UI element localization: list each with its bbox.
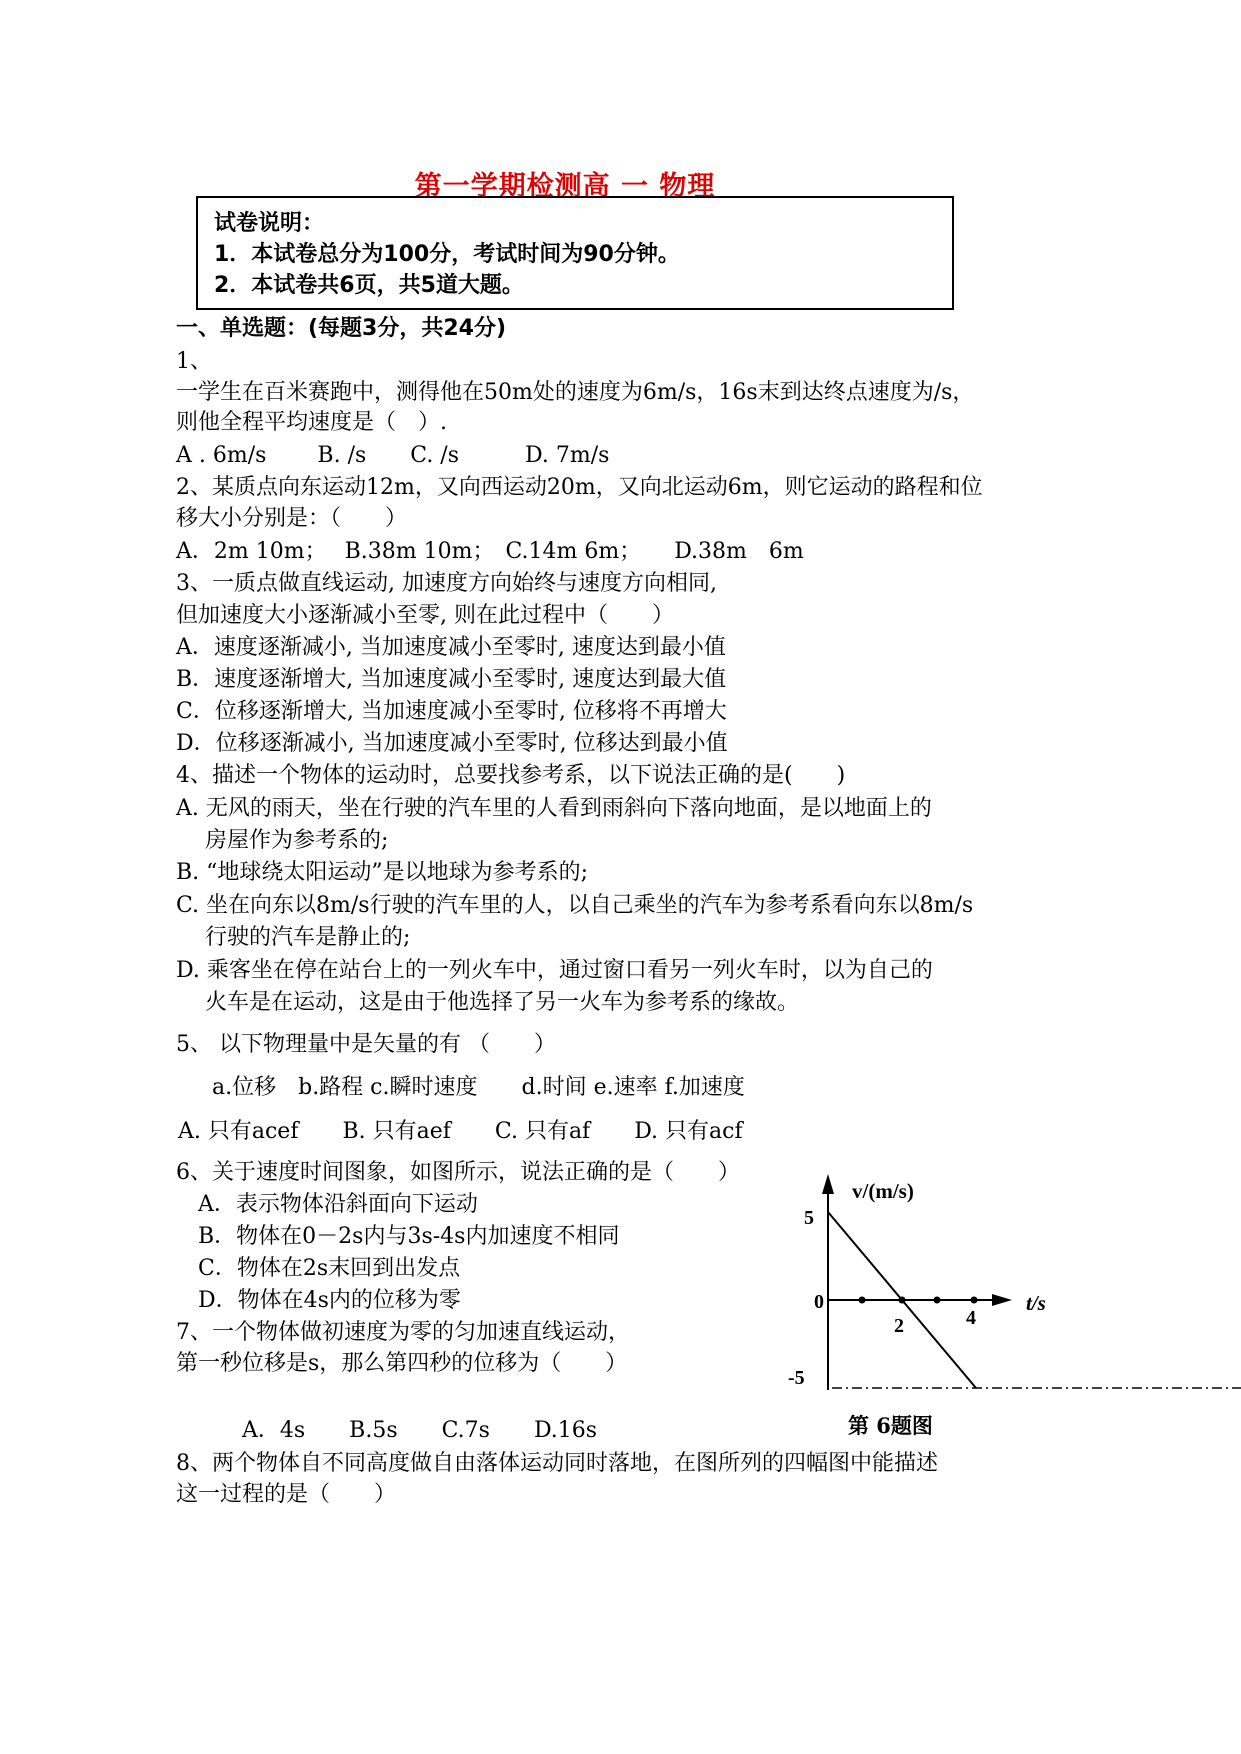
q7-text-1: 7、一个物体做初速度为零的匀加速直线运动，	[176, 1320, 630, 1345]
exam-notes-box	[196, 196, 954, 310]
q7-text-2: 第一秒位移是s，那么第四秒的位移为（ ）	[176, 1351, 628, 1376]
q6-option-b: B．物体在0－2s内与3s-4s内加速度不相同	[198, 1224, 620, 1249]
q1-options: A . 6m/s B. /s C. /s D. 7m/s	[176, 443, 610, 468]
q3-text-2: 但加速度大小逐渐减小至零, 则在此过程中（ ）	[176, 603, 674, 628]
q4-option-a-2: 房屋作为参考系的;	[176, 828, 389, 853]
notes-item-1: 1．本试卷总分为100分，考试时间为90分钟。	[214, 242, 680, 267]
page-title: 第一学期检测高 一 物理	[414, 171, 716, 202]
q3-text-1: 3、一质点做直线运动, 加速度方向始终与速度方向相同,	[176, 571, 717, 596]
velocity-time-graph	[780, 1172, 1241, 1438]
q4-option-a-1: A. 无风的雨天，坐在行驶的汽车里的人看到雨斜向下落向地面，是以地面上的	[176, 796, 932, 821]
q7-options: A．4s B.5s C.7s D.16s	[242, 1418, 598, 1443]
tick-label-0: 0	[814, 1291, 824, 1313]
y-axis-label: v/(m/s)	[852, 1179, 914, 1203]
notes-heading: 试卷说明：	[214, 211, 325, 236]
q6-option-c: C．物体在2s末回到出发点	[198, 1256, 461, 1281]
q8-text-2: 这一过程的是（ ）	[176, 1482, 397, 1507]
q4-option-d-1: D. 乘客坐在停在站台上的一列火车中，通过窗口看另一列火车时，以为自己的	[176, 958, 933, 983]
q3-option-d: D．位移逐渐减小, 当加速度减小至零时, 位移达到最小值	[176, 731, 728, 756]
q1-number: 1、	[176, 349, 212, 374]
tick-dot-2	[899, 1297, 906, 1304]
notes-item-2: 2．本试卷共6页，共5道大题。	[214, 273, 524, 298]
q6-text-1: 6、关于速度时间图象，如图所示，说法正确的是（ ）	[176, 1160, 740, 1185]
y-axis-arrow	[822, 1174, 834, 1194]
section-heading: 一、单选题：(每题3分，共24分)	[176, 316, 507, 341]
tick-dot-3	[934, 1297, 941, 1304]
q3-option-b: B．速度逐渐增大, 当加速度减小至零时, 速度达到最大值	[176, 667, 727, 692]
q8-text-1: 8、两个物体自不同高度做自由落体运动同时落地，在图所列的四幅图中能描述	[176, 1451, 938, 1476]
q4-option-c-2: 行驶的汽车是静止的;	[176, 925, 411, 950]
q5-items: a.位移 b.路程 c.瞬时速度 d.时间 e.速率 f.加速度	[212, 1075, 745, 1100]
tick-dot-4	[971, 1297, 978, 1304]
x-axis-arrow	[992, 1294, 1012, 1306]
q2-text-2: 移大小分别是：（ ）	[176, 506, 408, 531]
q1-text-1: 一学生在百米赛跑中，测得他在50m处的速度为6m/s，16s末到达终点速度为/s，	[176, 380, 975, 405]
tick-label-4: 4	[966, 1307, 976, 1329]
tick-label-minus-5: -5	[788, 1367, 805, 1389]
q5-options: A. 只有acef B. 只有aef C. 只有af D. 只有acf	[178, 1119, 743, 1144]
q4-option-c-1: C. 坐在向东以8m/s行驶的汽车里的人，以自己乘坐的汽车为参考系看向东以8m/s	[176, 893, 974, 918]
tick-label-5: 5	[804, 1207, 814, 1229]
q4-option-d-2: 火车是在运动，这是由于他选择了另一火车为参考系的缘故。	[176, 990, 799, 1015]
q3-option-a: A．速度逐渐减小, 当加速度减小至零时, 速度达到最小值	[176, 635, 726, 660]
tick-label-2: 2	[894, 1315, 904, 1337]
tick-dot-1	[859, 1297, 866, 1304]
q2-options: A．2m 10m； B.38m 10m； C.14m 6m； D.38m 6m	[176, 539, 804, 564]
x-axis-label: t/s	[1026, 1291, 1046, 1315]
q5-text-1: 5、 以下物理量中是矢量的有 （ ）	[176, 1032, 556, 1057]
figure-caption: 第 6题图	[848, 1413, 933, 1438]
q3-option-c: C．位移逐渐增大, 当加速度减小至零时, 位移将不再增大	[176, 699, 727, 724]
q6-option-d: D．物体在4s内的位移为零	[198, 1288, 461, 1313]
q2-text-1: 2、某质点向东运动12m，又向西运动20m，又向北运动6m，则它运动的路程和位	[176, 475, 983, 500]
q6-option-a: A．表示物体沿斜面向下运动	[198, 1192, 478, 1217]
q4-option-b: B. “地球绕太阳运动”是以地球为参考系的;	[176, 860, 589, 885]
q4-text-1: 4、描述一个物体的运动时，总要找参考系，以下说法正确的是( )	[176, 763, 846, 788]
q1-text-2: 则他全程平均速度是（ ）.	[176, 410, 447, 435]
